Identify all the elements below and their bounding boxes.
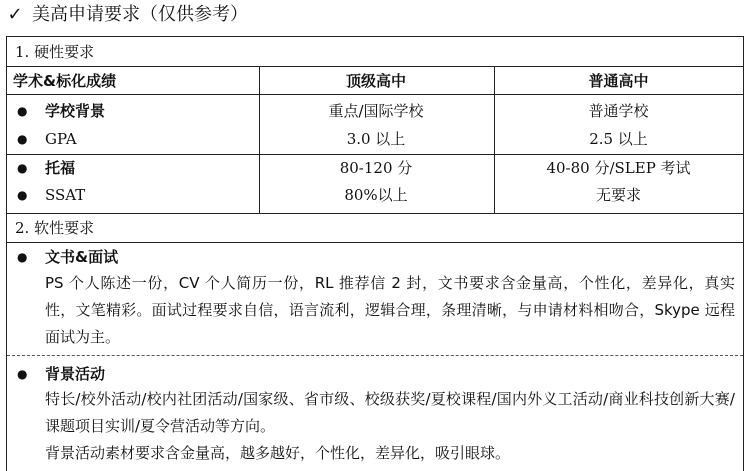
row-value-normal: 无要求 bbox=[595, 186, 641, 204]
row-value-normal: 普通学校 bbox=[588, 102, 649, 120]
row-label-toefl: 托福 bbox=[45, 159, 76, 177]
bullet-icon: ● bbox=[17, 132, 28, 146]
row-label-school-background: 学校背景 bbox=[45, 102, 106, 120]
requirements-table bbox=[6, 36, 744, 471]
row-value-top: 80%以上 bbox=[344, 186, 408, 204]
bullet-icon: ● bbox=[17, 367, 28, 381]
row-value-top: 80-120 分 bbox=[339, 159, 413, 177]
soft-requirements-heading: 2. 软性要求 bbox=[15, 219, 95, 237]
row-label-ssat: SSAT bbox=[45, 186, 86, 204]
activity-text: 特长/校外活动/校内社团活动/国家级、省市级、校级获奖/夏校课程/国内外义工活动/商业科技创新大赛/课题项目实训/夏令营活动等方向。 bbox=[45, 390, 735, 435]
essay-interview-title: 文书&面试 bbox=[45, 248, 119, 266]
essay-interview-text: PS 个人陈述一份，CV 个人简历一份，RL 推荐信 2 封，文书要求含金量高，个性化，差异化，真实性，文笔精彩。面试过程要求自信，语言流利，逻辑合理，条理清晰，与申请材料相吻合，Skype 远程面试为主。 bbox=[45, 274, 735, 346]
checkmark-icon: ✓ bbox=[7, 4, 23, 25]
row-value-normal: 2.5 以上 bbox=[589, 130, 648, 148]
bullet-icon: ● bbox=[17, 161, 28, 175]
row-value-normal: 40-80 分/SLEP 考试 bbox=[546, 159, 691, 177]
activity-title: 背景活动 bbox=[45, 365, 106, 383]
page-title bbox=[0, 0, 750, 30]
bullet-icon: ● bbox=[17, 104, 28, 118]
header-top-school: 顶级高中 bbox=[345, 72, 406, 90]
hard-requirements-heading: 1. 硬性要求 bbox=[15, 43, 95, 61]
page-title-text: 美高申请要求（仅供参考） bbox=[32, 4, 248, 25]
header-normal-school: 普通高中 bbox=[588, 72, 649, 90]
bullet-icon: ● bbox=[17, 250, 28, 264]
bullet-icon: ● bbox=[17, 188, 28, 202]
header-academic-scores: 学术&标化成绩 bbox=[13, 72, 117, 90]
row-label-gpa: GPA bbox=[45, 130, 77, 148]
row-value-top: 重点/国际学校 bbox=[328, 102, 424, 120]
activity-requirement-text: 背景活动素材要求含金量高，越多越好，个性化，差异化，吸引眼球。 bbox=[45, 444, 511, 462]
row-value-top: 3.0 以上 bbox=[346, 130, 406, 148]
